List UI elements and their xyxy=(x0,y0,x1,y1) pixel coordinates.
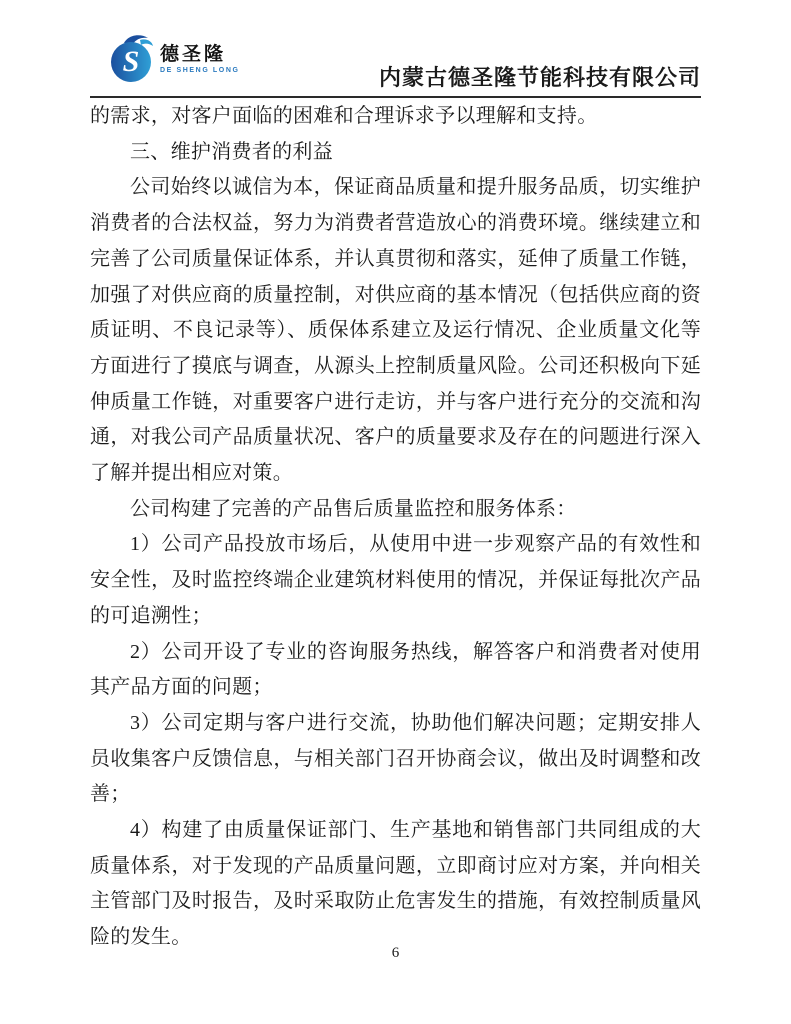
paragraph: 公司始终以诚信为本，保证商品质量和提升服务品质，切实维护消费者的合法权益，努力为消费者营造放心的消费环境。继续建立和完善了公司质量保证体系，并认真贯彻和落实，延伸了质量工作链，加强了对供应商的质量控制，对供应商的基本情况（包括供应商的资质证明、不良记录等）、质保体系建立及运行情况、企业质量文化等方面进行了摸底与调查，从源头上控制质量风险。公司还积极向下延伸质量工作链，对重要客户进行走访，并与客户进行充分的交流和沟通，对我公司产品质量状况、客户的质量要求及存在的问题进行深入了解并提出相应对策。 xyxy=(90,176,701,485)
logo-english-name: DE SHENG LONG xyxy=(160,66,240,74)
list-item-1: 1）公司产品投放市场后，从使用中进一步观察产品的有效性和安全性，及时监控终端企业建筑材料使用的情况，并保证每批次产品的可追溯性； xyxy=(90,533,701,627)
company-name: 内蒙古德圣隆节能科技有限公司 xyxy=(378,65,701,90)
document-body xyxy=(90,99,701,956)
logo-text-block xyxy=(160,45,240,74)
paragraph-continuation: 的需求，对客户面临的困难和合理诉求予以理解和支持。 xyxy=(90,105,598,127)
list-item-2: 2）公司开设了专业的咨询服务热线，解答客户和消费者对使用其产品方面的问题； xyxy=(90,640,701,699)
paragraph: 公司构建了完善的产品售后质量监控和服务体系： xyxy=(130,497,577,520)
logo-chinese-name: 德圣隆 xyxy=(160,43,227,65)
dragon-s-logo-icon xyxy=(110,33,156,85)
page-number: 6 xyxy=(391,945,400,961)
list-item-4: 4）构建了由质量保证部门、生产基地和销售部门共同组成的大质量体系，对于发现的产品质量问题，立即商讨应对方案，并向相关主管部门及时报告，及时采取防止危害发生的措施，有效控制质量风险的发生。 xyxy=(90,819,701,949)
list-item-3: 3）公司定期与客户进行交流，协助他们解决问题；定期安排人员收集客户反馈信息，与相关部门召开协商会议，做出及时调整和改善； xyxy=(90,711,701,806)
company-logo xyxy=(110,33,240,85)
page-header xyxy=(90,0,701,98)
svg-text:S: S xyxy=(122,45,140,78)
section-heading: 三、维护消费者的利益 xyxy=(130,140,333,163)
